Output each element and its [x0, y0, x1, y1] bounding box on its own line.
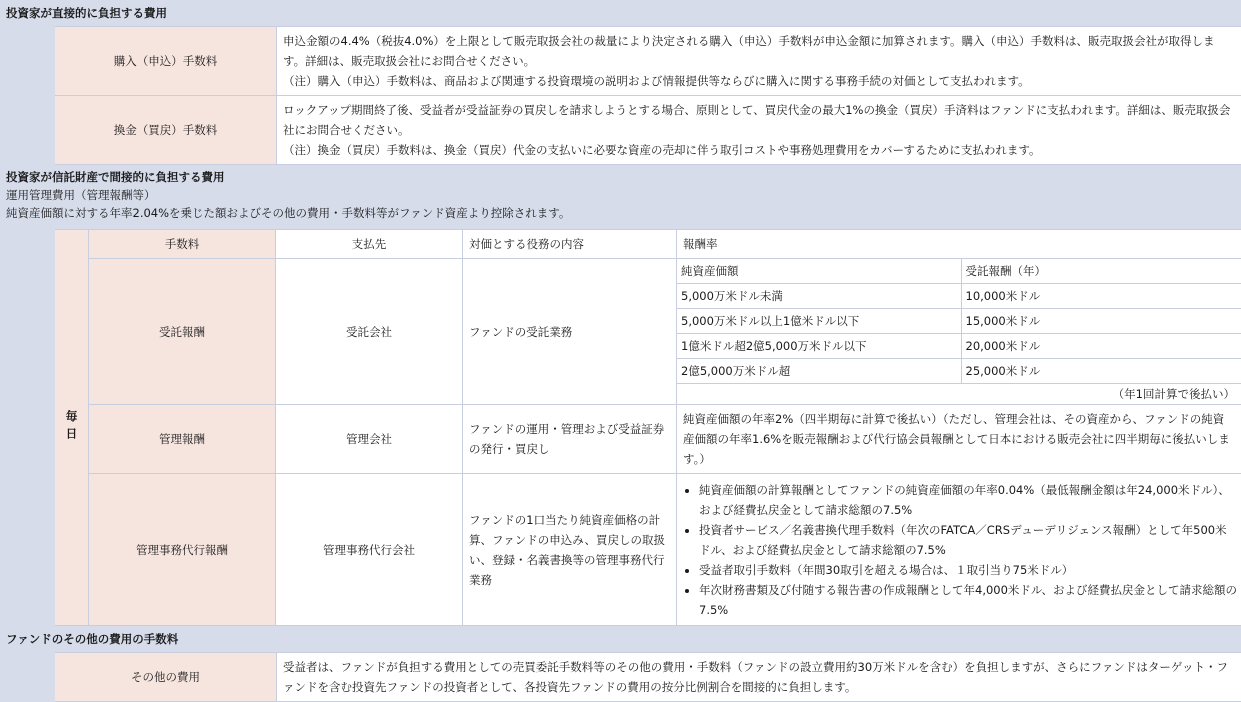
list-item: • 受益者取引手数料（年間30取引を超える場合は、１取引当り75米ドル） [699, 560, 1237, 580]
indirect-costs-table [0, 229, 1241, 626]
tier-header-row [677, 259, 1241, 284]
other-costs-text: 受益者は、ファンドが負担する費用としての売買委託手数料等のその他の費用・手数料（ファンドの設立費用約30万米ドルを含む）を負担しますが、さらにファンドはターゲット・ファンドを含む投資先ファンドの投資者として、各投資先ファンドの費用の按分比例割合を間接的に負担します。 [277, 653, 1241, 702]
trustee-payee: 受託会社 [276, 259, 463, 405]
other-costs-heading: ファンドのその他の費用の手数料 [0, 626, 1241, 652]
header-service: 対価とする役務の内容 [463, 230, 677, 259]
indent-cell [1, 653, 55, 702]
management-fee-row [1, 405, 1241, 474]
other-costs-row [1, 653, 1241, 702]
indent-cell [1, 27, 55, 165]
management-payee: 管理会社 [276, 405, 463, 474]
tier-row [677, 309, 1241, 334]
redemption-fee-line1: ロックアップ期間終了後、受益者が受益証券の買戻しを請求しようとする場合、原則として、買戻代金の最大1%の換金（買戻）手済料はファンドに支払われます。詳細は、販売取扱会社にお問合せください。 [283, 100, 1235, 140]
direct-costs-table [0, 26, 1241, 165]
admin-rate [677, 474, 1241, 626]
tier-range: 1億米ドル超2億5,000万米ドル以下 [677, 334, 961, 359]
purchase-fee-note: （注）購入（申込）手数料は、商品および関連する投資環境の説明および情報提供等ならびに購入に関する事務手続の対価として支払われます。 [283, 71, 1235, 91]
trustee-tier-table [677, 259, 1241, 384]
header-fee: 手数料 [89, 230, 276, 259]
purchase-fee-label: 購入（申込）手数料 [55, 27, 277, 96]
tier-range: 5,000万米ドル未満 [677, 284, 961, 309]
redemption-fee-row [1, 96, 1241, 165]
purchase-fee-row [1, 27, 1241, 96]
purchase-fee-line1: 申込金額の4.4%（税抜4.0%）を上限として販売取扱会社の裁量により決定される購入（申込）手数料が申込金額に加算されます。購入（申込）手数料は、販売取扱会社が取得します。詳細は、販売取扱会社にお問合せください。 [283, 31, 1235, 71]
indirect-header-row [1, 230, 1241, 259]
daily-label: 毎日 [62, 410, 82, 445]
admin-fee-row [1, 474, 1241, 626]
tier-range: 2億5,000万米ドル超 [677, 359, 961, 384]
management-fees-subheading: 運用管理費用（管理報酬等） [6, 186, 1235, 204]
admin-fee-list [677, 480, 1241, 620]
tier-header-nav: 純資産価額 [677, 259, 961, 284]
management-rate: 純資産価額の年率2%（四半期毎に計算で後払い）（ただし、管理会社は、その資産から、ファンドの純資産価額の年率1.6%を販売報酬および代行協会員報酬として日本における販売会社に四半期毎に後払いします。） [677, 405, 1241, 474]
tier-row [677, 284, 1241, 309]
indirect-costs-heading: 投資家が信託財産で間接的に負担する費用 [6, 168, 1235, 186]
other-costs-label: その他の費用 [55, 653, 277, 702]
admin-fee-label: 管理事務代行報酬 [89, 474, 276, 626]
redemption-fee-text [277, 96, 1241, 165]
list-item: • 純資産価額の計算報酬としてファンドの純資産価額の年率0.04%（最低報酬金額は年24,000米ドル）、および経費払戻金として請求総額の7.5% [699, 480, 1237, 520]
header-rate: 報酬率 [677, 230, 1241, 259]
trustee-fee-label: 受託報酬 [89, 259, 276, 405]
tier-amount: 25,000米ドル [961, 359, 1241, 384]
tier-amount: 10,000米ドル [961, 284, 1241, 309]
indirect-costs-description: 純資産価額に対する年率2.04%を乗じた額およびその他の費用・手数料等がファンド資産より控除されます。 [6, 204, 1235, 222]
indirect-costs-band [0, 165, 1241, 229]
redemption-fee-note: （注）換金（買戻）手数料は、換金（買戻）代金の支払いに必要な資産の売却に伴う取引コストや事務処理費用をカバーするために支払われます。 [283, 140, 1235, 160]
purchase-fee-text [277, 27, 1241, 96]
tier-amount: 20,000米ドル [961, 334, 1241, 359]
tier-amount: 15,000米ドル [961, 309, 1241, 334]
list-item: • 年次財務書類及び付随する報告書の作成報酬として年4,000米ドル、および経費払戻金として請求総額の7.5% [699, 580, 1237, 620]
management-fee-label: 管理報酬 [89, 405, 276, 474]
direct-costs-heading: 投資家が直接的に負担する費用 [0, 0, 1241, 26]
redemption-fee-label: 換金（買戻）手数料 [55, 96, 277, 165]
tier-row [677, 334, 1241, 359]
tier-header-fee: 受託報酬（年） [961, 259, 1241, 284]
tier-range: 5,000万米ドル以上1億米ドル以下 [677, 309, 961, 334]
trustee-rate-cell [677, 259, 1241, 405]
header-payee: 支払先 [276, 230, 463, 259]
other-costs-table [0, 652, 1241, 702]
trustee-fee-row [1, 259, 1241, 405]
trustee-fee-note: （年1回計算で後払い） [677, 384, 1241, 404]
admin-service: ファンドの1口当たり純資産価格の計算、ファンドの申込み、買戻しの取扱い、登録・名義書換等の管理事務代行業務 [463, 474, 677, 626]
daily-label-cell [55, 230, 89, 626]
admin-payee: 管理事務代行会社 [276, 474, 463, 626]
trustee-service: ファンドの受託業務 [463, 259, 677, 405]
indent-cell [1, 230, 55, 626]
tier-row [677, 359, 1241, 384]
list-item: • 投資者サービス／名義書換代理手数料（年次のFATCA／CRSデューデリジェンス報酬）として年500米ドル、および経費払戻金として請求総額の7.5% [699, 520, 1237, 560]
management-service: ファンドの運用・管理および受益証券の発行・買戻し [463, 405, 677, 474]
